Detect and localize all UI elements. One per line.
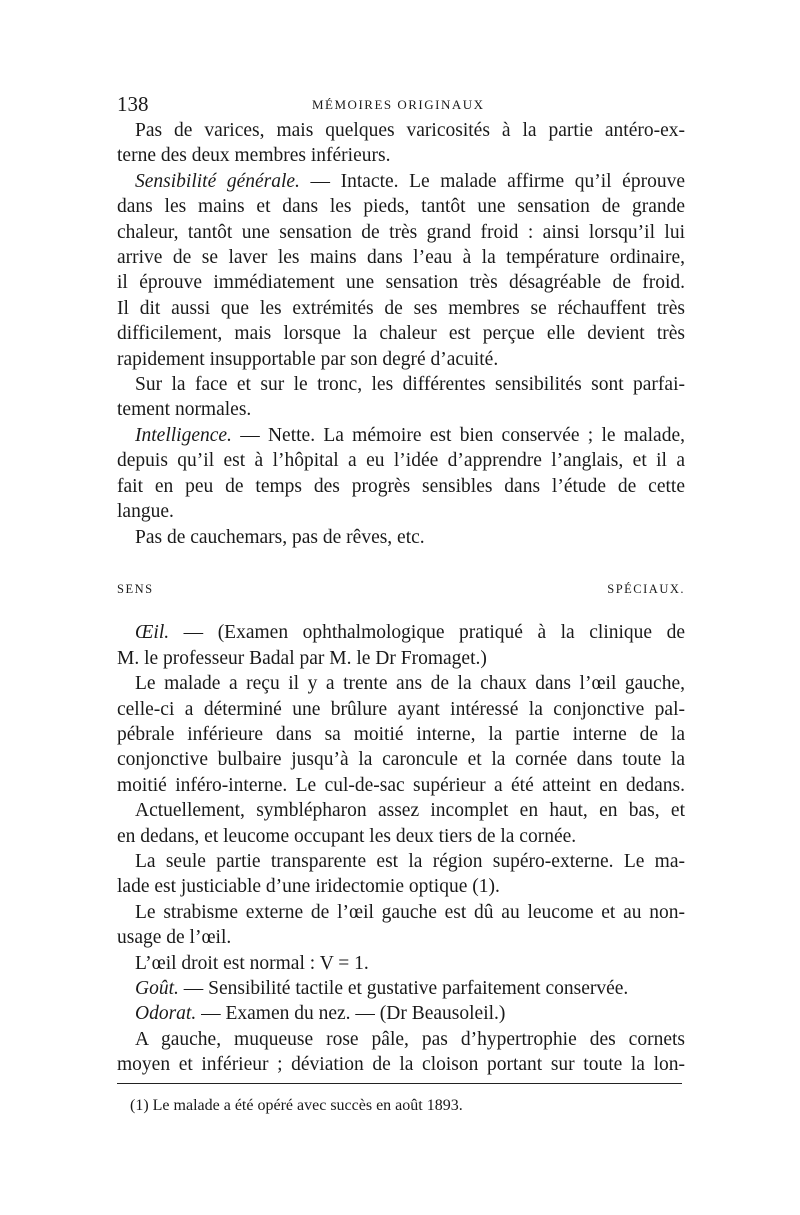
body-text (117, 118, 685, 1078)
text-line: terne des deux membres inférieurs. (117, 145, 391, 167)
text-line: arrive de se laver les mains dans l’eau à la température ordinaire, (117, 247, 685, 269)
text-line: Pas de varices, mais quelques varicosités à la partie antéro-ex- (135, 120, 685, 141)
text-line: pébrale inférieure dans sa moitié interne, la partie interne de la (117, 723, 685, 745)
paragraph-label: Odorat. (135, 1003, 197, 1025)
text-line: Sur la face et sur le tronc, les différentes sensibilités sont parfai- (135, 374, 685, 396)
text-line: Il dit aussi que les extrémités de ses membres se réchauffent très (117, 297, 685, 319)
text-fragment: — Intacte. Le malade affirme qu’il éprouve (299, 170, 685, 192)
text-line: moitié inféro-interne. Le cul-de-sac supérieur a été atteint en dedans. (117, 774, 685, 796)
text-fragment: — (Examen ophthalmologique pratiqué à la clinique de (169, 622, 685, 644)
text-line: Actuellement, symblépharon assez incomplet en haut, en bas, et (135, 800, 685, 822)
text-line: il éprouve immédiatement une sensation très désagréable de froid. (117, 272, 685, 294)
text-line: moyen et inférieur ; déviation de la cloison portant sur toute la lon- (117, 1054, 685, 1076)
page (117, 92, 685, 1078)
paragraph-sensibilite (117, 169, 685, 194)
paragraph-label: Œil. (135, 622, 170, 644)
text-line: difficilement, mais lorsque la chaleur est perçue elle devient très (117, 323, 685, 345)
text-line: celle-ci a déterminé une brûlure ayant intéressé la conjonctive pal- (117, 698, 685, 720)
running-head (117, 92, 685, 120)
text-line: A gauche, muqueuse rose pâle, pas d’hypertrophie des cornets (135, 1028, 685, 1050)
paragraph-oeil (117, 620, 685, 645)
text-line: rapidement insupportable par son degré d’acuité. (117, 348, 499, 370)
paragraph-label: Intelligence. (135, 424, 232, 446)
section-heading: SENS SPÉCIAUX. (117, 581, 685, 596)
text-fragment: — Examen du nez. — (Dr Beausoleil.) (196, 1003, 506, 1025)
text-line: chaleur, tantôt une sensation de très grand froid : ainsi lorsqu’il lui (117, 221, 685, 243)
footnote-rule (117, 1083, 682, 1084)
text-fragment: — Nette. La mémoire est bien conservée ; le malade, (231, 424, 685, 446)
text-line: depuis qu’il est à l’hôpital a eu l’idée d’apprendre l’anglais, et il a (117, 450, 685, 472)
page-number: 138 (117, 92, 149, 116)
text-fragment: — Sensibilité tactile et gustative parfaitement conservée. (178, 978, 629, 999)
text-line: Le strabisme externe de l’œil gauche est dû au leucome et au non- (135, 901, 685, 923)
paragraph-label: Goût. (135, 978, 179, 999)
text-line: Pas de cauchemars, pas de rêves, etc. (135, 526, 425, 548)
text-line: La seule partie transparente est la région supéro-externe. Le ma- (135, 850, 685, 872)
text-line: Le malade a reçu il y a trente ans de la chaux dans l’œil gauche, (135, 673, 685, 695)
text-line: L’œil droit est normal : V = 1. (135, 952, 369, 974)
paragraph-gout (117, 976, 685, 1001)
text-line: langue. (117, 501, 174, 523)
footnote: (1) Le malade a été opéré avec succès en août 1893. (130, 1097, 463, 1114)
text-line: en dedans, et leucome occupant les deux tiers de la cornée. (117, 825, 577, 847)
paragraph-odorat (117, 1001, 685, 1026)
text-line: fait en peu de temps des progrès sensibles dans l’étude de cette (117, 475, 685, 497)
text-line: lade est justiciable d’une iridectomie optique (1). (117, 876, 500, 898)
text-line: conjonctive bulbaire jusqu’à la caroncule et la cornée dans toute la (117, 749, 685, 771)
running-title: MÉMOIRES ORIGINAUX (312, 97, 485, 112)
text-line: M. le professeur Badal par M. le Dr Fromaget.) (117, 647, 487, 669)
text-line: dans les mains et dans les pieds, tantôt une sensation de grande (117, 196, 685, 218)
paragraph-label: Sensibilité générale. (135, 170, 300, 192)
text-line: tement normales. (117, 399, 252, 421)
paragraph-intelligence (117, 423, 685, 448)
text-line: usage de l’œil. (117, 927, 232, 949)
